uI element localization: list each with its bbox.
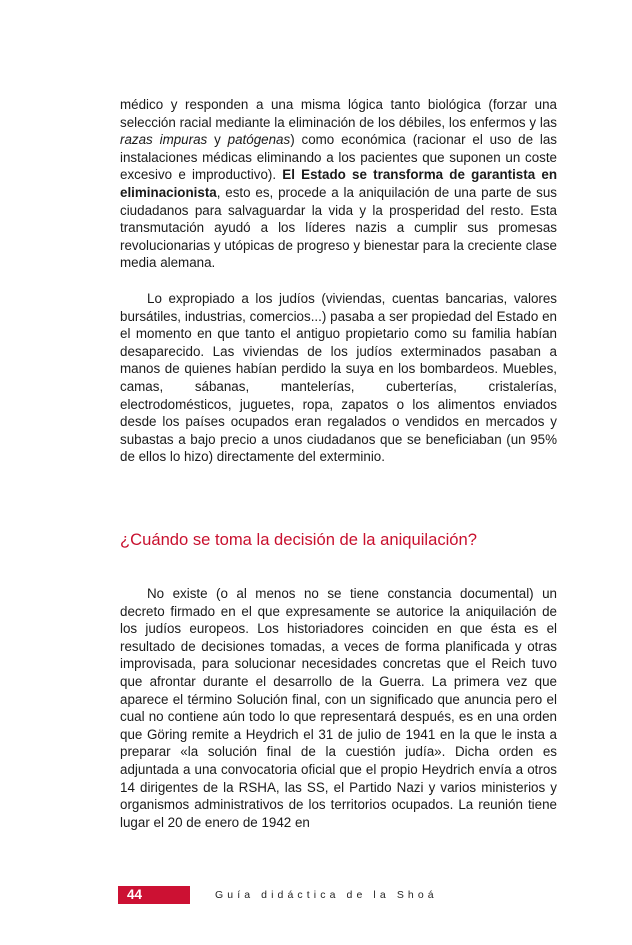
running-footer-title: Guía didáctica de la Shoá [215, 889, 438, 901]
text-segment: ) como económica (racionar el uso de las instalaciones médicas eliminando a los pacientes que suponen un coste excesivo e improductivo). [120, 132, 557, 183]
text-segment: y [207, 132, 228, 148]
page-number-badge [118, 886, 190, 904]
section-heading: ¿Cuándo se toma la decisión de la aniquilación? [120, 530, 477, 549]
bold-text-estado: El Estado se transforma de garantista en eliminacionista [120, 167, 557, 200]
text-segment: , esto es, procede a la aniquilación de una parte de sus ciudadanos para salvaguardar la vida y la prosperidad del resto. Esta transmutación ayudó a los líderes nazis a cumplir sus promesas revolucionarias y utópicas de progreso y bienestar para la creciente clase media alemana. [120, 184, 557, 271]
paragraph-3 [120, 585, 557, 831]
text-segment: médico y responden a una misma lógica tanto biológica (forzar una selección racial mediante la eliminación de los débiles, los enfermos y las [120, 97, 557, 130]
paragraph-text: No existe (o al menos no se tiene constancia documental) un decreto firmado en el que expresamente se autorice la aniquilación de los judíos europeos. Los historiadores coinciden en que ésta es el resultado de decisiones tomadas, a veces de forma planificada y otras improvisada, para solucionar necesidades concretas que el Reich tuvo que afrontar durante el desarrollo de la Guerra. La primera vez que aparece el término Solución final, con un significado que anuncia pero el cual no contiene aún todo lo que representará después, es en una orden que Göring remite a Heydrich el 31 de julio de 1941 en la que le insta a preparar «la solución final de la cuestión judía». Dicha orden es adjuntada a una convocatoria oficial que el propio Heydrich envía a otros 14 dirigentes de la RSHA, las SS, el Partido Nazi y varios ministerios y organismos administrativos de los territorios ocupados. La reunión tiene lugar el 20 de enero de 1942 en [120, 586, 557, 830]
page-number: 44 [127, 887, 143, 902]
paragraph-2 [120, 290, 557, 466]
paragraph-text [120, 96, 557, 272]
paragraph-1 [120, 96, 557, 272]
italic-text-razas-impuras: razas impuras [120, 132, 208, 148]
paragraph-text: Lo expropiado a los judíos (viviendas, cuentas bancarias, valores bursátiles, industrias, comercios...) pasaba a ser propiedad del Estado en el momento en que tanto el antiguo propietario como su familia habían desaparecido. Las viviendas de los judíos exterminados pasaban a manos de quienes habían perdido la suya en los bombardeos. Muebles, camas, sábanas, mantelerías, cuberterías, cristalerías, electrodomésticos, juguetes, ropa, zapatos o los alimentos enviados desde los países ocupados eran regalados o vendidos en mercados y subastas a bajo precio a unos ciudadanos que se beneficiaban (un 95% de ellos lo hizo) directamente del exterminio. [120, 291, 557, 465]
italic-text-patogenas: patógenas [227, 132, 291, 148]
